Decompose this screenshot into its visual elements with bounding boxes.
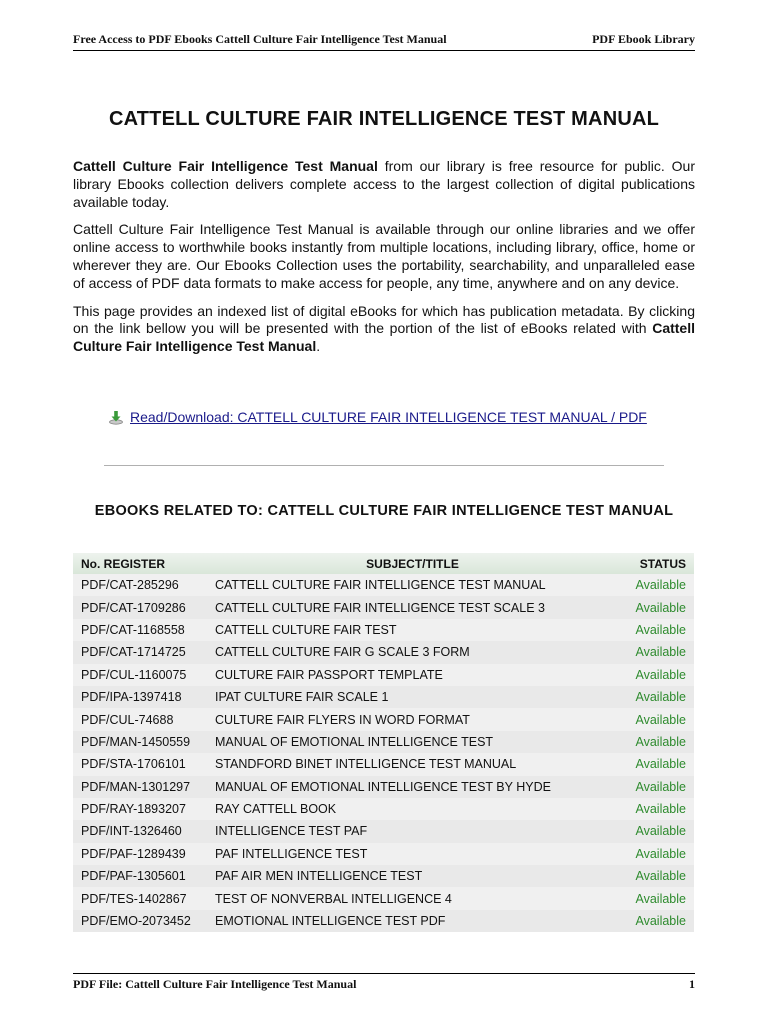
intro-p3-end: .	[316, 338, 321, 355]
page-number: 1	[689, 977, 695, 991]
intro-p3-bold: Cattell Culture Fair Intelligence Test Manual	[73, 320, 695, 355]
cell-title: CULTURE FAIR FLYERS IN WORD FORMAT	[215, 712, 470, 727]
divider	[104, 465, 664, 466]
cell-register: PDF/CAT-1168558	[81, 622, 185, 637]
related-ebooks-table	[73, 553, 694, 932]
cell-register: PDF/CAT-1709286	[81, 600, 186, 615]
page-title: CATTELL CULTURE FAIR INTELLIGENCE TEST MANUAL	[108, 108, 660, 130]
header-left-text: Free Access to PDF Ebooks Cattell Culture Fair Intelligence Test Manual	[73, 32, 447, 46]
table-row	[73, 686, 694, 708]
cell-status: Available	[635, 690, 686, 705]
cell-register: PDF/STA-1706101	[81, 757, 186, 772]
intro-text	[73, 158, 695, 366]
cell-register: PDF/TES-1402867	[81, 891, 187, 906]
cell-status: Available	[635, 824, 686, 839]
cell-status: Available	[635, 779, 686, 794]
cell-title: INTELLIGENCE TEST PAF	[215, 824, 368, 839]
cell-register: PDF/IPA-1397418	[81, 690, 182, 705]
table-row	[73, 574, 694, 596]
cell-status: Available	[635, 578, 686, 593]
cell-register: PDF/INT-1326460	[81, 824, 182, 839]
download-link[interactable]: Read/Download: CATTELL CULTURE FAIR INTELLIGENCE TEST MANUAL / PDF	[130, 409, 647, 425]
cell-title: CULTURE FAIR PASSPORT TEMPLATE	[215, 667, 443, 682]
download-row	[108, 409, 708, 425]
cell-title: PAF INTELLIGENCE TEST	[215, 846, 368, 861]
cell-register: PDF/PAF-1305601	[81, 869, 186, 884]
header-right-text: PDF Ebook Library	[592, 32, 695, 46]
table-row	[73, 619, 694, 641]
cell-title: IPAT CULTURE FAIR SCALE 1	[215, 690, 389, 705]
table-row	[73, 820, 694, 842]
intro-p1-rest: from our library is free resource for public. Our library Ebooks collection delivers complete access to the largest collection of digital publications available today.	[73, 158, 696, 210]
table-row	[73, 731, 694, 753]
cell-title: EMOTIONAL INTELLIGENCE TEST PDF	[215, 914, 446, 929]
intro-p1-bold: Cattell Culture Fair Intelligence Test Manual	[73, 158, 378, 174]
cell-register: PDF/CAT-285296	[81, 578, 179, 593]
table-row	[73, 887, 694, 909]
cell-register: PDF/MAN-1450559	[81, 734, 191, 749]
header-subject-title: SUBJECT/TITLE	[207, 553, 618, 574]
footer-file-text: PDF File: Cattell Culture Fair Intelligence Test Manual	[73, 977, 357, 991]
intro-paragraph-1	[73, 158, 695, 211]
related-heading: EBOOKS RELATED TO: CATTELL CULTURE FAIR INTELLIGENCE TEST MANUAL	[94, 503, 674, 519]
table-row	[73, 843, 694, 865]
cell-register: PDF/CUL-74688	[81, 712, 174, 727]
cell-register: PDF/MAN-1301297	[81, 779, 191, 794]
cell-status: Available	[635, 914, 686, 929]
cell-register: PDF/PAF-1289439	[81, 846, 186, 861]
cell-title: CATTELL CULTURE FAIR G SCALE 3 FORM	[215, 645, 470, 660]
intro-paragraph-3	[73, 303, 695, 356]
cell-status: Available	[635, 600, 686, 615]
table-row	[73, 641, 694, 663]
cell-title: RAY CATTELL BOOK	[215, 802, 337, 817]
cell-register: PDF/EMO-2073452	[81, 914, 191, 929]
cell-status: Available	[635, 891, 686, 906]
cell-status: Available	[635, 846, 686, 861]
cell-status: Available	[635, 757, 686, 772]
cell-title: CATTELL CULTURE FAIR INTELLIGENCE TEST MANUAL	[215, 578, 546, 593]
cell-status: Available	[635, 645, 686, 660]
cell-title: PAF AIR MEN INTELLIGENCE TEST	[215, 869, 423, 884]
table-row	[73, 798, 694, 820]
cell-title: TEST OF NONVERBAL INTELLIGENCE 4	[215, 891, 452, 906]
page-footer	[73, 973, 695, 992]
table-row	[73, 596, 694, 618]
cell-title: MANUAL OF EMOTIONAL INTELLIGENCE TEST BY HYDE	[215, 779, 551, 794]
table-row	[73, 910, 694, 932]
cell-status: Available	[635, 667, 686, 682]
cell-title: CATTELL CULTURE FAIR INTELLIGENCE TEST SCALE 3	[215, 600, 545, 615]
cell-register: PDF/CUL-1160075	[81, 667, 187, 682]
download-icon	[108, 409, 124, 425]
cell-register: PDF/RAY-1893207	[81, 802, 186, 817]
table-row	[73, 865, 694, 887]
cell-status: Available	[635, 734, 686, 749]
intro-p3-start: This page provides an indexed list of digital eBooks for which has publication metadata. By clicking on the link bellow you will be presented with the portion of the list of eBooks related with	[73, 302, 695, 337]
table-row	[73, 664, 694, 686]
table-row	[73, 753, 694, 775]
cell-register: PDF/CAT-1714725	[81, 645, 186, 660]
header-status: STATUS	[618, 553, 694, 574]
table-header-row	[73, 553, 694, 574]
cell-status: Available	[635, 712, 686, 727]
header-register: No. REGISTER	[73, 553, 207, 574]
cell-title: STANDFORD BINET INTELLIGENCE TEST MANUAL	[215, 757, 517, 772]
table-row	[73, 708, 694, 730]
intro-paragraph-2: Cattell Culture Fair Intelligence Test Manual is available through our online libraries and we offer online access to worthwhile books instantly from multiple locations, including library, office, home or wherever they are. Our Ebooks Collection uses the portability, searchability, and unparalleled ease of access of PDF data formats to make access for people, any time, anywhere and on any device.	[73, 221, 695, 291]
page-header	[73, 32, 695, 51]
cell-status: Available	[635, 802, 686, 817]
cell-title: MANUAL OF EMOTIONAL INTELLIGENCE TEST	[215, 734, 494, 749]
cell-status: Available	[635, 622, 686, 637]
cell-status: Available	[635, 869, 686, 884]
table-row	[73, 776, 694, 798]
cell-title: CATTELL CULTURE FAIR TEST	[215, 622, 397, 637]
